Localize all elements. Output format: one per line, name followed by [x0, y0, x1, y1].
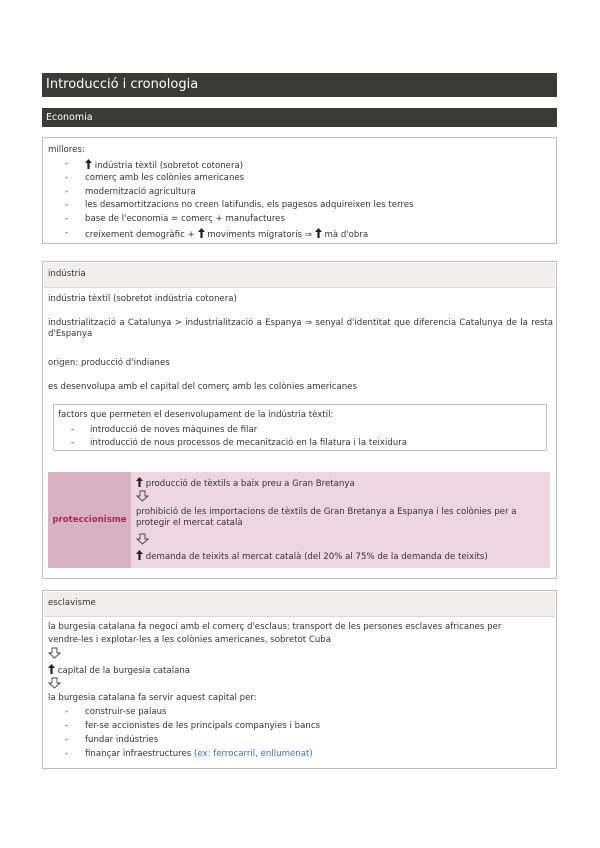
paragraph: la burgesia catalana fa servir aquest capital per: — [48, 693, 257, 703]
list-item: introducció de nous processos de mecanització en la filatura i la teixidura — [90, 438, 408, 448]
list-item — [85, 228, 368, 241]
proteccionisme-text: prohibició de les importacions de tèxtils de Gran Bretanya a Espanya i les colònies per a protegir el mercat català — [136, 507, 517, 528]
proteccionisme-line — [136, 550, 488, 563]
list-item: base de l'economia = comerç + manufactures — [85, 214, 285, 224]
paragraph: la burgesia catalana fa negoci amb el comerç d'esclaus: transport de les persones esclaves africanes per vendre-les i explotar-les a les colònies americanes, sobretot Cuba — [48, 622, 502, 645]
paragraph: industrialització a Catalunya > industrialització a Espanya ⇒ senyal d'identitat que diferencia Catalunya de la resta d'Espanya — [48, 318, 553, 339]
section-title-economia: Economia — [42, 108, 557, 127]
industria-header — [44, 263, 555, 288]
list-bullet: - — [65, 173, 69, 183]
list-bullet: - — [65, 228, 69, 238]
paragraph: es desenvolupa amb el capital del comerç amb les colònies americanes — [48, 382, 357, 392]
list-bullet: - — [65, 200, 69, 210]
paragraph-text: capital de la burgesia catalana — [57, 666, 191, 676]
up-arrow-icon — [85, 159, 92, 169]
page-title: Introducció i cronologia — [42, 73, 557, 97]
list-bullet: - — [65, 159, 69, 169]
list-bullet: - — [71, 425, 75, 435]
list-bullet: - — [71, 438, 75, 448]
up-arrow-icon — [136, 477, 143, 487]
list-item — [85, 159, 243, 172]
list-bullet: - — [65, 749, 69, 759]
down-arrow-icon — [48, 677, 61, 689]
list-bullet: - — [65, 721, 69, 731]
proteccionisme-line — [136, 477, 355, 490]
list-item: comerç amb les colònies americanes — [85, 173, 245, 183]
list-item: fer-se accionistes de les principals companyies i bancs — [85, 721, 321, 731]
list-bullet: - — [65, 187, 69, 197]
proteccionisme-text: demanda de teixits al mercat català (del 20% al 75% de la demanda de teixits) — [145, 552, 488, 562]
esclavisme-box — [42, 590, 557, 769]
paragraph: indústria tèxtil (sobretot indústria cotonera) — [48, 294, 237, 304]
industria-header-label: indústria — [48, 269, 86, 279]
proteccionisme-label: proteccionisme — [48, 472, 131, 568]
list-item: modernització agricultura — [85, 187, 196, 197]
factors-heading: factors que permeten el desenvolupament de la indústria tèxtil: — [58, 410, 334, 420]
list-bullet: - — [65, 735, 69, 745]
esclavisme-header-label: esclavisme — [48, 598, 96, 608]
paragraph: origen: producció d'indianes — [48, 358, 170, 368]
proteccionisme-content — [131, 472, 550, 568]
list-bullet: - — [65, 214, 69, 224]
up-arrow-icon — [315, 228, 322, 238]
list-item: introducció de noves màquines de filar — [90, 425, 258, 435]
list-item-text: creixement demogràfic + — [85, 230, 195, 240]
millores-box — [42, 137, 557, 244]
list-item-text: finançar infraestructures — [85, 749, 192, 759]
down-arrow-icon — [136, 533, 149, 545]
up-arrow-icon — [48, 664, 55, 674]
list-item — [85, 749, 313, 760]
paragraph — [48, 664, 190, 677]
up-arrow-icon — [198, 228, 205, 238]
factors-box — [53, 404, 547, 451]
list-item: fundar indústries — [85, 735, 159, 745]
industria-box — [42, 261, 557, 579]
list-item-text: mà d'obra — [324, 230, 369, 240]
proteccionisme-text: producció de tèxtils a baix preu a Gran Bretanya — [145, 479, 355, 489]
list-item-text: moviments migratoris ⇒ — [207, 230, 312, 240]
list-item: construir-se palaus — [85, 707, 167, 717]
list-bullet: - — [65, 707, 69, 717]
example-note: (ex: ferrocarril, enllumenat) — [194, 749, 313, 759]
list-item: les desamortitzacions no creen latifundis, els pagesos adquireixen les terres — [85, 200, 414, 210]
millores-heading: millores: — [48, 145, 85, 155]
esclavisme-header — [44, 592, 555, 617]
down-arrow-icon — [48, 647, 61, 659]
down-arrow-icon — [136, 490, 149, 502]
up-arrow-icon — [136, 550, 143, 560]
list-item-text: indústria tèxtil (sobretot cotonera) — [94, 161, 244, 171]
